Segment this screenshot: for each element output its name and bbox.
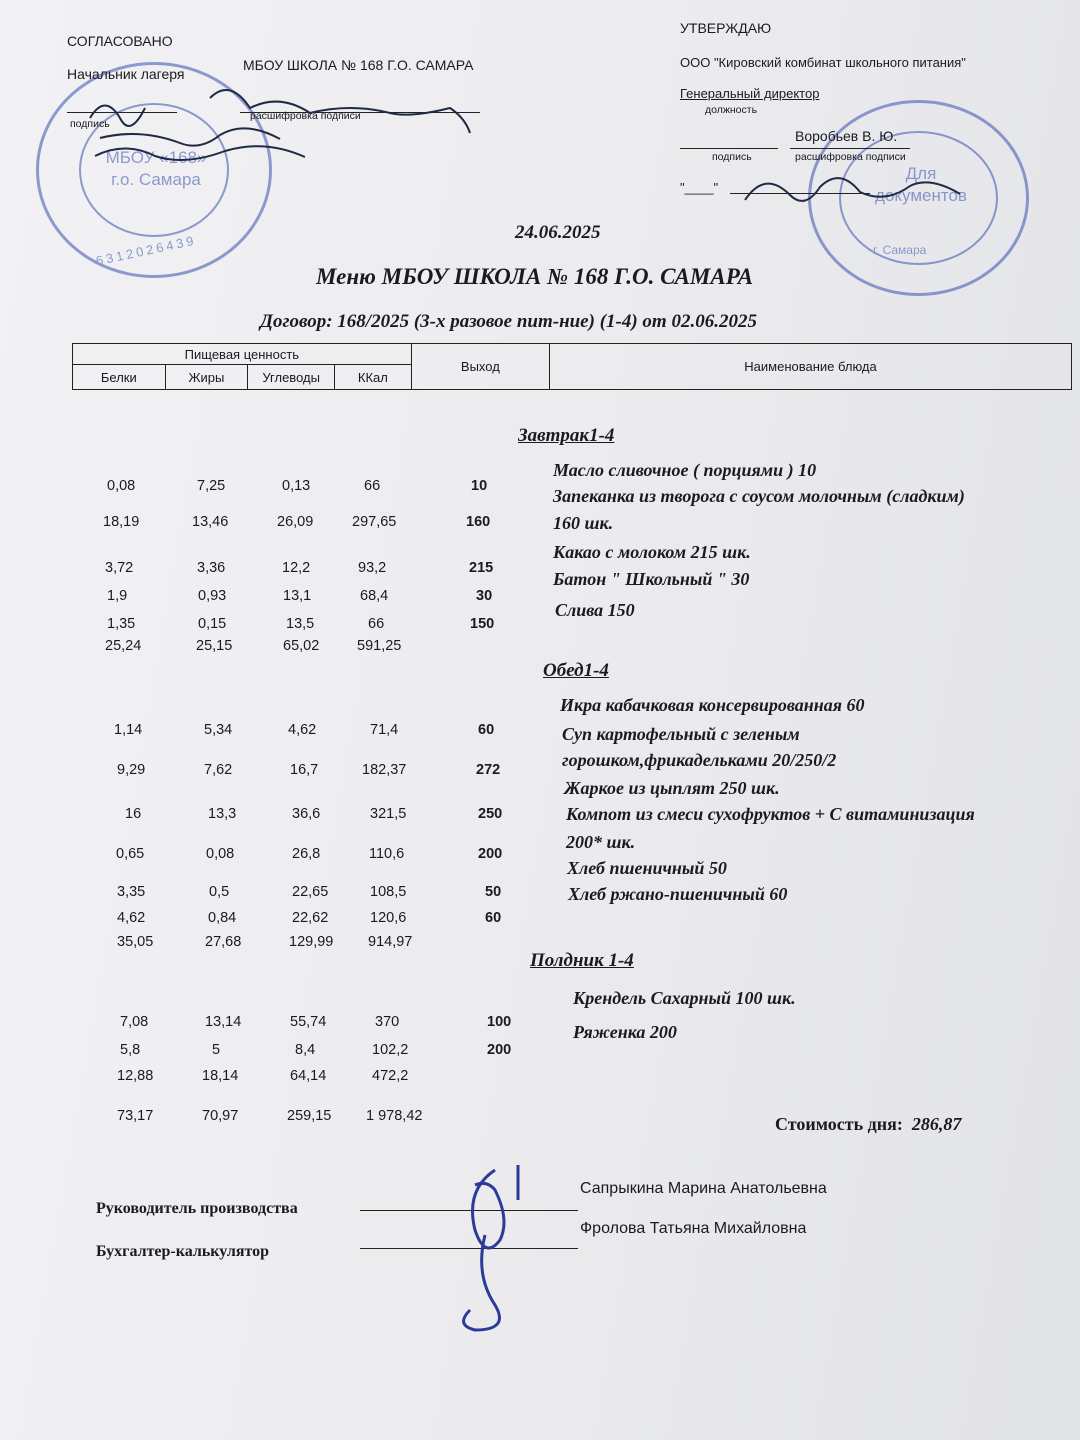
header-kcal: ККал [335,365,412,390]
signature-name-production: Сапрыкина Марина Анатольевна [580,1180,827,1197]
dish-name: Масло сливочное ( порциями ) 10 [553,460,817,480]
day-cost-label: Стоимость дня: [775,1114,903,1134]
dish-name-continued: 160 шк. [553,513,614,533]
left-approval-heading: СОГЛАСОВАНО [67,33,173,49]
right-stamp-text: Для документов [875,164,967,205]
day-cost-value: 286,87 [911,1114,962,1134]
left-approval-org: МБОУ ШКОЛА № 168 Г.О. САМАРА [243,57,474,73]
dish-name: Компот из смеси сухофруктов + С витаминизация [566,804,975,824]
dish-name: Ряженка 200 [573,1022,677,1042]
signature-role-production: Руководитель производства [96,1200,298,1217]
left-stamp-text: МБОУ «168» г.о. Самара [105,148,207,189]
signature-role-accountant: Бухгалтер-калькулятор [96,1243,270,1260]
signature-name-accountant: Фролова Татьяна Михайловна [580,1220,807,1237]
right-position-caption: должность [705,104,758,116]
header-fat: Жиры [165,365,248,390]
header-dish: Наименование блюда [550,344,1072,390]
dish-name: Крендель Сахарный 100 шк. [573,988,796,1008]
dish-name: Запеканка из творога с соусом молочным (сладким) [553,486,965,506]
section-breakfast-title: Завтрак1-4 [518,425,615,446]
right-decode-caption: расшифровка подписи [795,151,906,163]
header-nutrition: Пищевая ценность [73,344,412,365]
right-approval-org: ООО "Кировский комбинат школьного питания" [680,55,966,70]
dish-name: Хлеб пшеничный 50 [567,858,727,878]
page-title: Меню МБОУ ШКОЛА № 168 Г.О. САМАРА [316,264,754,289]
right-approval-name: Воробьев В. Ю. [795,128,898,144]
dish-name: Слива 150 [555,600,635,620]
dish-name: Суп картофельный с зеленым [562,724,800,744]
right-approval-position: Генеральный директор [680,86,820,101]
header-output: Выход [411,344,549,390]
dish-name: Икра кабачковая консервированная 60 [560,695,865,715]
dish-name-continued: 200* шк. [566,832,636,852]
day-cost [775,1114,961,1135]
right-date-template: "____" [680,180,719,195]
section-snack-title: Полдник 1-4 [530,950,634,971]
document-page: МБОУ «168» г.о. Самара 6312026439 Для документов г. Самара СОГЛАСОВАНО Начальник лагеря МБОУ ШКОЛА № 168 Г.О. САМАРА подпись расшифровка подписи УТВЕРЖДАЮ ООО "Кировский комбинат школьного питания" Генеральный директор должность Воробьев В. Ю. подпись расшифровка подписи "____" 24.06.2025 Меню МБОУ ШКОЛА № 168 Г.О. САМАРА Договор: 168/2025 (3-х разовое пит-ние) (1-4) от 02.06.2025 Пищевая ценность Выход Наименование блюда Белки Жиры Углеводы ККал Завтрак1-4 0,08 7,25 0,13 66 10 Масло сливочное ( порциями ) 10 18,19 13,46 26,09 297,65 160 Запеканка из творога с соусом молочным (сладким) 160 шк. 3,72 3,36 12,2 93,2 215 Какао с молоком 215 шк. 1,9 0,93 13,1 68,4 30 Батон " Школьный " 30 1,35 0,15 13,5 66 150 Слива 150 25,24 25,15 65,02 591,25 Обед1-4 1,14 5,34 4,62 71,4 60 Икра кабачковая консервированная 60 9,29 7,62 16,7 182,37 272 Суп картофельный с зеленым горошком,фрикадельками 20/250/2 16 13,3 36,6 321,5 250 Жаркое из цыплят 250 шк. 0,65 0,08 26,8 110,6 200 Компот из смеси сухофруктов + С витаминизация 200* шк. 3,35 0,5 22,65 108,5 50 Хлеб пшеничный 50 4,62 0,84 22,62 120,6 60 Хлеб ржано-пшеничный 60 35,05 27,68 129,99 914,97 Полдник 1-4 7,08 13,14 55,74 370 100 Крендель Сахарный 100 шк. 5,8 5 8,4 102,2 200 Ряженка 200 12,88 18,14 64,14 472,2 73,17 70,97 259,15 1 978,42 Стоимость дня: 286,87 Руководитель производства Сапрыкина Марина Анатольевна Бухгалтер-калькулятор Фролова Татьяна Михайловна [0,0,1080,1440]
section-lunch-title: Обед1-4 [543,660,609,681]
left-handwritten-signature [80,78,500,183]
right-stamp-city: г. Самара [873,243,927,257]
left-decode-caption: расшифровка подписи [250,110,361,122]
right-approval-heading: УТВЕРЖДАЮ [680,20,772,36]
header-carbs: Углеводы [248,365,335,390]
handwritten-signature-bottom [440,1160,560,1345]
menu-date: 24.06.2025 [515,222,601,243]
header-protein: Белки [73,365,166,390]
dish-name: Батон " Школьный " 30 [553,569,750,589]
dish-name: Жаркое из цыплят 250 шк. [564,778,780,798]
right-handwritten-signature [740,160,980,225]
dish-name: Хлеб ржано-пшеничный 60 [568,884,788,904]
dish-name-continued: горошком,фрикадельками 20/250/2 [562,750,837,770]
contract-line: Договор: 168/2025 (3-х разовое пит-ние) (1-4) от 02.06.2025 [260,311,757,332]
right-sign-caption: подпись [712,151,752,163]
left-sign-caption: подпись [70,118,110,130]
left-approval-position: Начальник лагеря [67,66,185,82]
dish-name: Какао с молоком 215 шк. [553,542,751,562]
nutrition-header-table [72,343,1072,390]
left-stamp-inn: 6312026439 [94,232,198,269]
